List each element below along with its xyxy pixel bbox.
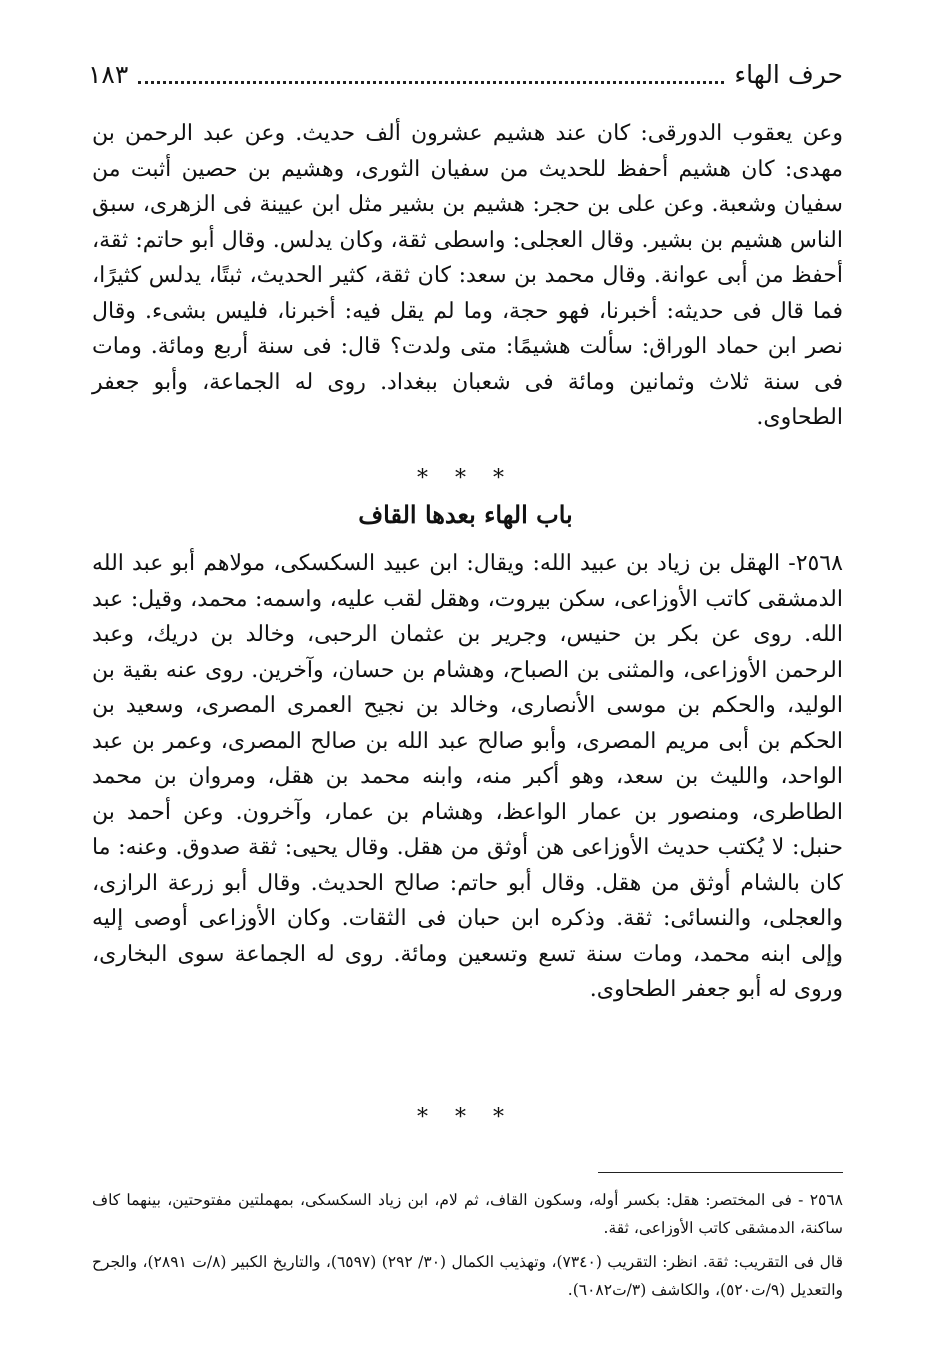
entry-paragraph xyxy=(92,546,843,1008)
entry-number: ٢٥٦٨- xyxy=(788,551,843,576)
running-title: حرف الهاء xyxy=(734,59,843,89)
footnotes xyxy=(92,1186,843,1310)
footnote-item: قال فى التقريب: ثقة. انظر: التقريب (٧٣٤٠)، وتهذيب الكمال (٣٠/ ٢٩٢) (٦٥٩٧)، والتاريخ الكبير (٨/ت ٢٨٩١)، والجرح والتعديل (٩/ت٥٢٠)، والكاشف (٣/ت٦٠٨٢). xyxy=(92,1253,843,1299)
intro-paragraph: وعن يعقوب الدورقى: كان عند هشيم عشرون ألف حديث. وعن عبد الرحمن بن مهدى: كان هشيم أحفظ للحديث من سفيان الثورى، وهشيم بن حصين أثبت من سفيان وشعبة. وعن على بن حجر: هشيم بن بشير مثل ابن عيينة فى الزهرى، سبق الناس هشيم بن بشير. وقال العجلى: واسطى ثقة، وكان يدلس. وقال أبو حاتم: ثقة، أحفظ من أبى عوانة. وقال محمد بن سعد: كان ثقة، كثير الحديث، ثبتًا، يدلس كثيرًا، فما قال فى حديثه: أخبرنا، فهو حجة، وما لم يقل فيه: أخبرنا، فليس بشىء. وقال نصر ابن حماد الوراق: سألت هشيمًا: متى ولدت؟ قال: فى سنة أربع ومائة. ومات فى سنة ثلاث وثمانين ومائة فى شعبان ببغداد. روى له الجماعة، وأبو جعفر الطحاوى. xyxy=(92,121,843,430)
running-header xyxy=(88,52,843,96)
header-dot-leader xyxy=(138,77,724,84)
chapter-title: باب الهاء بعدها القاف xyxy=(358,500,573,529)
end-separator: * * * xyxy=(417,1105,514,1130)
entry-text: الهقل بن زياد بن عبيد الله: ويقال: ابن عبيد السكسكى، مولاهم أبو عبد الله الدمشقى كاتب الأوزاعى، سكن بيروت، وهقل لقب عليه، واسمه: محمد، وقيل: عبد الله. روى عن بكر بن حنيس، وجرير بن عثمان الرحبى، وخالد بن دريك، وعبد الرحمن الأوزاعى، والمثنى بن الصباح، وهشام بن حسان، وآخرين. روى عنه بقية بن الوليد، والحكم بن موسى الأنصارى، وخالد بن نجيح العمرى المصرى، وسعيد بن الحكم بن أبى مريم المصرى، وأبو صالح عبد الله بن صالح المصرى، وعمر بن عبد الواحد، والليث بن سعد، وهو أكبر منه، وابنه محمد بن هقل، ومروان بن محمد الطاطرى، ومنصور بن عمار الواعظ، وهشام بن عمار، وآخرون. وعن أحمد بن حنبل: لا يُكتب حديث الأوزاعى هن أوثق من هقل. وقال يحيى: ثقة صدوق. وعنه: ما كان بالشام أوثق من هقل. وقال أبو حاتم: صالح الحديث. وقال أبو زرعة الرازى، والعجلى، والنسائى: ثقة. وذكره ابن حبان فى الثقات. وكان الأوزاعى أوصى إليه وإلى ابنه محمد، ومات سنة تسع وتسعين ومائة. روى له الجماعة سوى البخارى، وروى له أبو جعفر الطحاوى. xyxy=(92,551,843,1002)
footnote-rule xyxy=(598,1172,843,1173)
page-number: ١٨٣ xyxy=(88,59,129,89)
section-separator: * * * xyxy=(417,466,514,491)
footnote-item: ٢٥٦٨ - فى المختصر: هقل: بكسر أوله، وسكون القاف، ثم لام، ابن زياد السكسكى، بمهملتين مفتوحتين، بينهما كاف ساكنة، الدمشقى كاتب الأوزاعى، ثقة. xyxy=(92,1191,843,1237)
